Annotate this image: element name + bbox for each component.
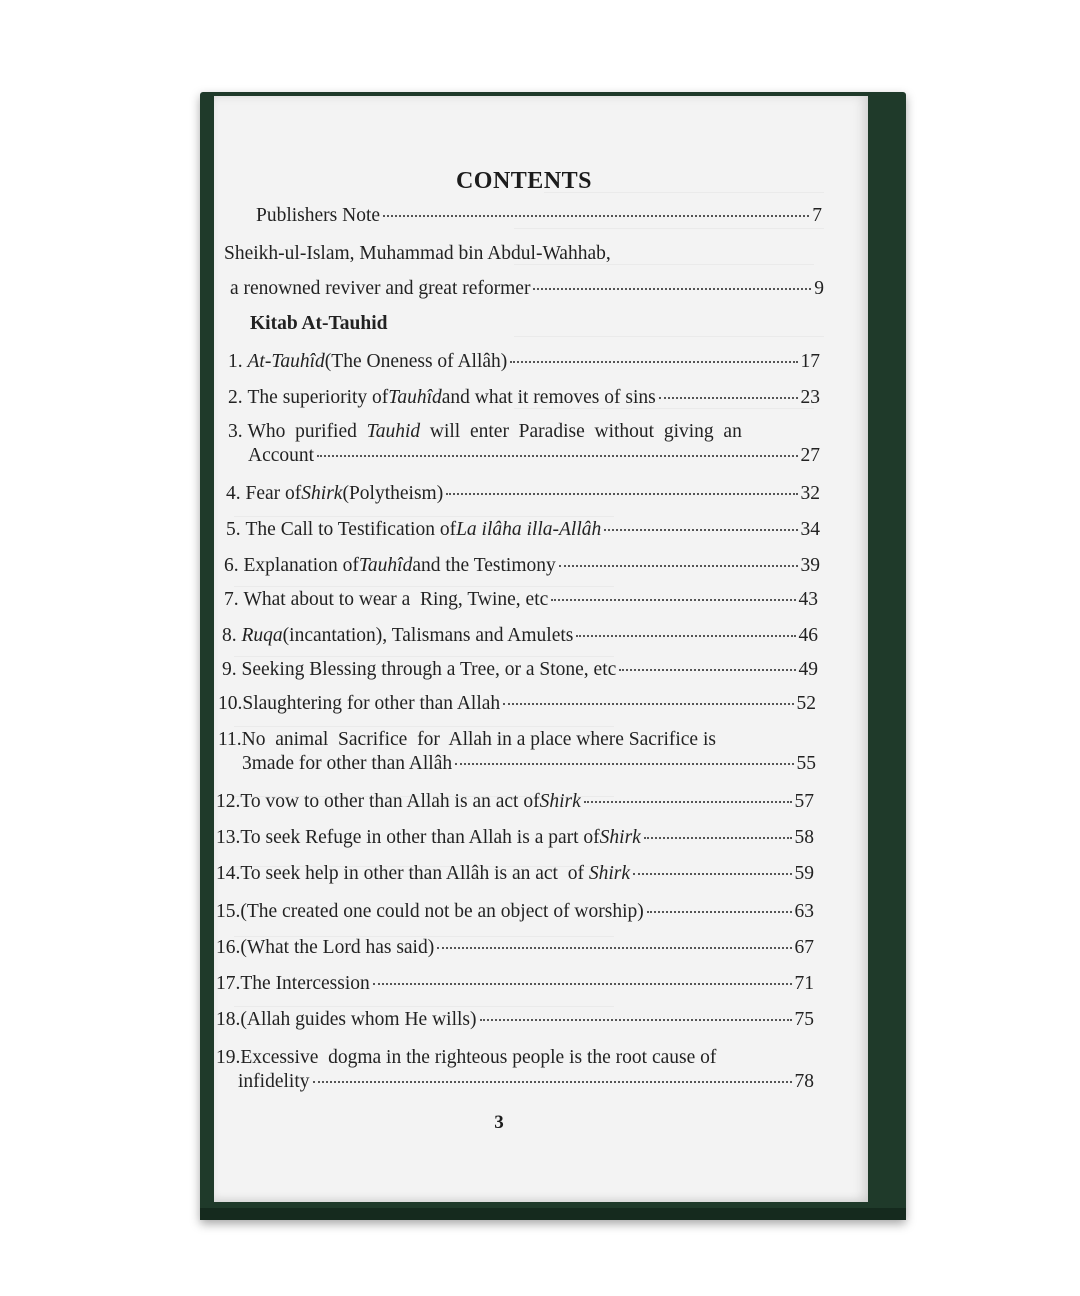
toc-entry-publishers-note[interactable]	[256, 204, 822, 228]
chapter-number: 15.	[216, 901, 241, 922]
dot-leader	[317, 455, 797, 457]
chapter-number: 18.	[216, 1009, 241, 1030]
toc-entry-page: 49	[798, 659, 818, 680]
chapter-number: 3.	[228, 421, 243, 442]
chapter-title-italic: Shirk	[588, 863, 631, 884]
dot-leader	[633, 873, 791, 875]
toc-entry-page: 59	[794, 863, 814, 884]
chapter-title-line2: 3made for other than Allâh	[242, 753, 453, 774]
dot-leader	[510, 361, 797, 363]
chapter-number: 7.	[224, 589, 239, 610]
toc-entry-page: 39	[800, 555, 820, 576]
chapter-title: (The created one could not be an object of worship)	[240, 901, 644, 922]
chapter-number: 6.	[224, 555, 239, 576]
book-page	[214, 96, 868, 1202]
toc-entry-chapter-7[interactable]	[224, 588, 818, 612]
toc-entry-label-line1: Sheikh-ul-Islam, Muhammad bin Abdul-Wahhab,	[224, 243, 611, 264]
toc-entry-page: 57	[794, 791, 814, 812]
chapter-title-italic: Tauhid	[366, 421, 421, 442]
toc-entry-chapter-12[interactable]	[216, 790, 814, 814]
chapter-title: To seek help in other than Allâh is an act of	[240, 863, 589, 884]
toc-entry-chapter-17[interactable]	[216, 972, 814, 996]
toc-entry-page: 71	[794, 973, 814, 994]
toc-entry-chapter-16[interactable]	[216, 936, 814, 960]
toc-entry-chapter-11[interactable]	[218, 728, 816, 776]
chapter-number: 4.	[226, 483, 241, 504]
chapter-number: 11.	[218, 729, 242, 750]
toc-entry-page: 58	[794, 827, 814, 848]
toc-entry-chapter-15[interactable]	[216, 900, 814, 924]
toc-entry-page: 17	[800, 351, 820, 372]
dot-leader	[659, 397, 798, 399]
chapter-number: 16.	[216, 937, 241, 958]
page-number: 3	[494, 1112, 504, 1133]
dot-leader	[647, 911, 792, 913]
toc-entry-page: 7	[812, 205, 822, 226]
chapter-title: Excessive dogma in the righteous people is the root cause of	[240, 1047, 717, 1068]
chapter-title: Slaughtering for other than Allah	[242, 693, 501, 714]
dot-leader	[619, 669, 795, 671]
chapter-number: 10.	[218, 693, 243, 714]
chapter-title-line2: infidelity	[238, 1071, 310, 1092]
chapter-title-line2: Account	[248, 445, 315, 466]
toc-entry-chapter-19[interactable]	[216, 1046, 814, 1094]
book-cover-edge	[200, 1208, 906, 1220]
chapter-title-italic: Shirk	[301, 483, 343, 504]
toc-entry-chapter-18[interactable]	[216, 1008, 814, 1032]
chapter-title-italic: Ruqa	[241, 625, 283, 646]
toc-entry-page: 78	[794, 1071, 814, 1092]
chapter-title: To seek Refuge in other than Allah is a part of	[240, 827, 600, 848]
chapter-title-italic: At-Tauhîd	[247, 351, 325, 372]
dot-leader	[533, 288, 811, 290]
toc-entry-label: Publishers Note	[256, 205, 381, 226]
chapter-number: 9.	[222, 659, 237, 680]
dot-leader	[644, 837, 792, 839]
toc-entry-page: 32	[800, 483, 820, 504]
chapter-number: 8.	[222, 625, 237, 646]
chapter-title-italic: Shirk	[539, 791, 581, 812]
chapter-title: Explanation of	[243, 555, 359, 576]
toc-entry-chapter-5[interactable]	[226, 518, 820, 542]
chapter-title: Fear of	[245, 483, 302, 504]
dot-leader	[373, 983, 792, 985]
section-heading: Kitab At-Tauhid	[250, 313, 388, 334]
dot-leader	[503, 703, 793, 705]
chapter-title: The Call to Testification of	[245, 519, 457, 540]
toc-entry-biography[interactable]	[224, 242, 824, 301]
chapter-title: (Polytheism)	[342, 483, 444, 504]
toc-entry-page: 67	[794, 937, 814, 958]
chapter-title: To vow to other than Allah is an act of	[240, 791, 540, 812]
toc-entry-page: 63	[794, 901, 814, 922]
chapter-title: will enter Paradise without giving an	[420, 421, 742, 442]
toc-entry-chapter-4[interactable]	[226, 482, 820, 506]
toc-entry-chapter-13[interactable]	[216, 826, 814, 850]
chapter-number: 2.	[228, 387, 243, 408]
chapter-number: 14.	[216, 863, 241, 884]
chapter-title: (The Oneness of Allâh)	[324, 351, 508, 372]
toc-entry-page: 23	[800, 387, 820, 408]
chapter-title: and what it removes of sins	[441, 387, 656, 408]
toc-entry-label-line2: a renowned reviver and great reformer	[230, 278, 531, 299]
chapter-title: (incantation), Talismans and Amulets	[282, 625, 574, 646]
chapter-number: 17.	[216, 973, 241, 994]
toc-entry-page: 9	[814, 278, 824, 299]
chapter-title: (What the Lord has said)	[240, 937, 435, 958]
toc-entry-page: 43	[798, 589, 818, 610]
dot-leader	[313, 1081, 792, 1083]
toc-entry-chapter-3[interactable]	[228, 420, 820, 468]
toc-entry-chapter-8[interactable]	[222, 624, 818, 648]
chapter-title: Seeking Blessing through a Tree, or a Stone, etc	[241, 659, 617, 680]
toc-entry-chapter-2[interactable]	[228, 386, 820, 410]
dot-leader	[383, 215, 809, 217]
toc-entry-page: 46	[798, 625, 818, 646]
toc-entry-page: 34	[800, 519, 820, 540]
contents-heading: CONTENTS	[455, 168, 593, 194]
chapter-number: 5.	[226, 519, 241, 540]
dot-leader	[455, 763, 793, 765]
chapter-title-italic: Tauhîd	[388, 387, 442, 408]
chapter-title-italic: Tauhîd	[358, 555, 413, 576]
toc-entry-chapter-10[interactable]	[218, 692, 816, 716]
dot-leader	[604, 529, 797, 531]
chapter-title-italic: La ilâha illa-Allâh	[456, 519, 602, 540]
toc-entry-page: 27	[800, 445, 820, 466]
chapter-number: 19.	[216, 1047, 241, 1068]
dot-leader	[437, 947, 791, 949]
toc-entry-chapter-14[interactable]	[216, 862, 814, 886]
chapter-title: and the Testimony	[412, 555, 556, 576]
toc-entry-chapter-9[interactable]	[222, 658, 818, 682]
chapter-number: 13.	[216, 827, 241, 848]
chapter-title-italic: Shirk	[599, 827, 641, 848]
chapter-title: No animal Sacrifice for Allah in a place where Sacrifice is	[241, 729, 716, 750]
chapter-title: (Allah guides whom He wills)	[240, 1009, 477, 1030]
chapter-title: The Intercession	[240, 973, 370, 994]
chapter-number: 12.	[216, 791, 241, 812]
toc-entry-page: 75	[794, 1009, 814, 1030]
chapter-title: Who purified	[247, 421, 367, 442]
toc-entry-page: 52	[796, 693, 816, 714]
toc-entry-page: 55	[796, 753, 816, 774]
chapter-title: What about to wear a Ring, Twine, etc	[243, 589, 549, 610]
dot-leader	[584, 801, 792, 803]
toc-entry-chapter-6[interactable]	[224, 554, 820, 578]
dot-leader	[559, 565, 798, 567]
dot-leader	[446, 493, 797, 495]
dot-leader	[551, 599, 795, 601]
chapter-number: 1.	[228, 351, 243, 372]
dot-leader	[480, 1019, 792, 1021]
chapter-title: The superiority of	[247, 387, 389, 408]
dot-leader	[576, 635, 795, 637]
toc-entry-chapter-1[interactable]	[228, 350, 820, 374]
